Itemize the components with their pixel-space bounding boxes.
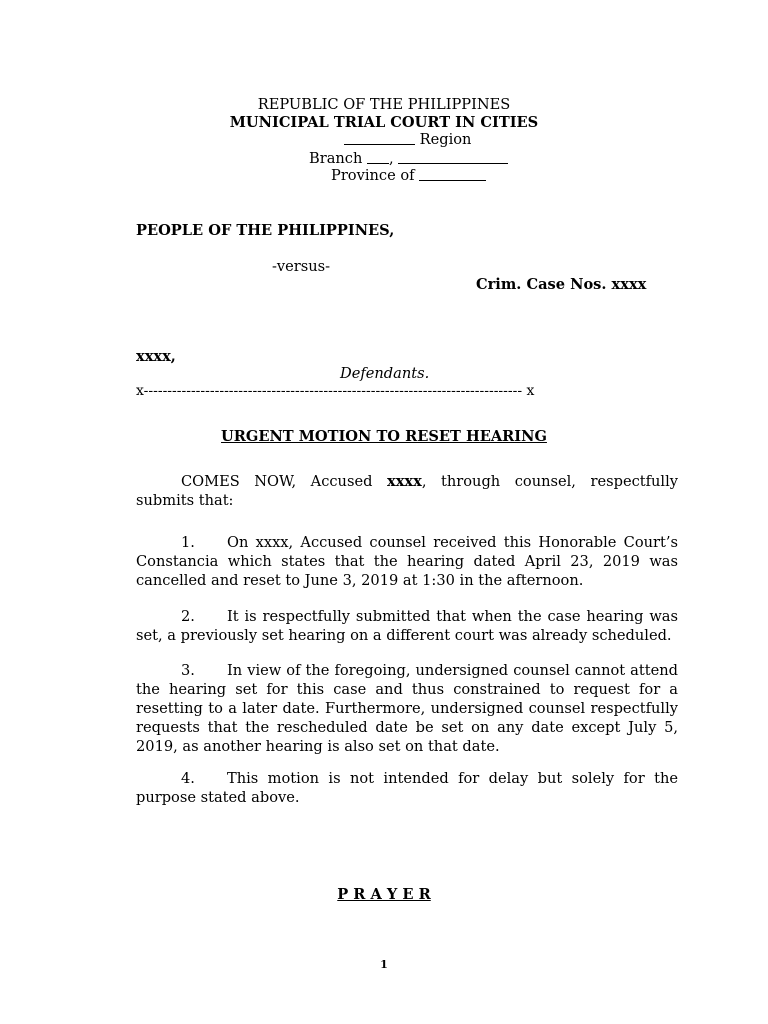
branch-separator: , [389, 150, 394, 167]
paragraph-text: In view of the foregoing, undersigned counsel cannot attend the hearing set for this case and thus constrained to request for a resetting to a later date. Furthermore, undersigned counsel respectfully requests that the rescheduled date be set on any date except July 5, 2019, as another hearing is also set on that date. [136, 662, 678, 755]
branch-label: Branch [309, 150, 363, 167]
paragraph-number: 1. [181, 534, 195, 551]
case-number: Crim. Case Nos. xxxx [476, 276, 647, 293]
defendants-label: Defendants. [340, 365, 430, 382]
intro-text-end: , through counsel, respectfully submits that: [136, 473, 678, 509]
region-line [344, 131, 471, 148]
versus-label: -versus- [272, 258, 331, 275]
province-line [331, 167, 486, 184]
paragraph-number: 2. [181, 608, 195, 625]
branch-line [309, 150, 508, 167]
paragraph-2 [136, 607, 678, 645]
republic-heading: REPUBLIC OF THE PHILIPPINES [257, 96, 511, 113]
plaintiff-name: PEOPLE OF THE PHILIPPINES, [136, 222, 395, 239]
province-label: Province of [331, 167, 415, 184]
province-blank [419, 168, 486, 181]
paragraph-number: 4. [181, 770, 195, 787]
paragraph-text: This motion is not intended for delay but solely for the purpose stated above. [136, 770, 678, 806]
paragraph-text: It is respectfully submitted that when the case hearing was set, a previously set hearing on a different court was already scheduled. [136, 608, 678, 644]
region-blank [344, 132, 415, 145]
intro-paragraph [136, 472, 678, 510]
branch-city-blank [398, 151, 508, 164]
region-label: Region [419, 131, 472, 148]
intro-accused: xxxx [387, 473, 422, 490]
paragraph-number: 3. [181, 662, 195, 679]
court-heading: MUNICIPAL TRIAL COURT IN CITIES [229, 114, 539, 131]
branch-number-blank [367, 151, 389, 164]
paragraph-1 [136, 533, 678, 590]
paragraph-text: On xxxx, Accused counsel received this Honorable Court’s Constancia which states that the hearing dated April 23, 2019 was cancelled and reset to June 3, 2019 at 1:30 in the afternoon. [136, 534, 678, 589]
prayer-heading: P R A Y E R [337, 886, 431, 903]
accused-name: xxxx, [136, 348, 176, 365]
caption-divider: x-------------------------------------------------------------------------------- x [136, 383, 535, 399]
intro-text-start: COMES NOW, Accused [181, 473, 387, 490]
paragraph-4 [136, 769, 678, 807]
page-number: 1 [380, 958, 388, 971]
motion-title: URGENT MOTION TO RESET HEARING [221, 428, 547, 445]
paragraph-3 [136, 661, 678, 756]
